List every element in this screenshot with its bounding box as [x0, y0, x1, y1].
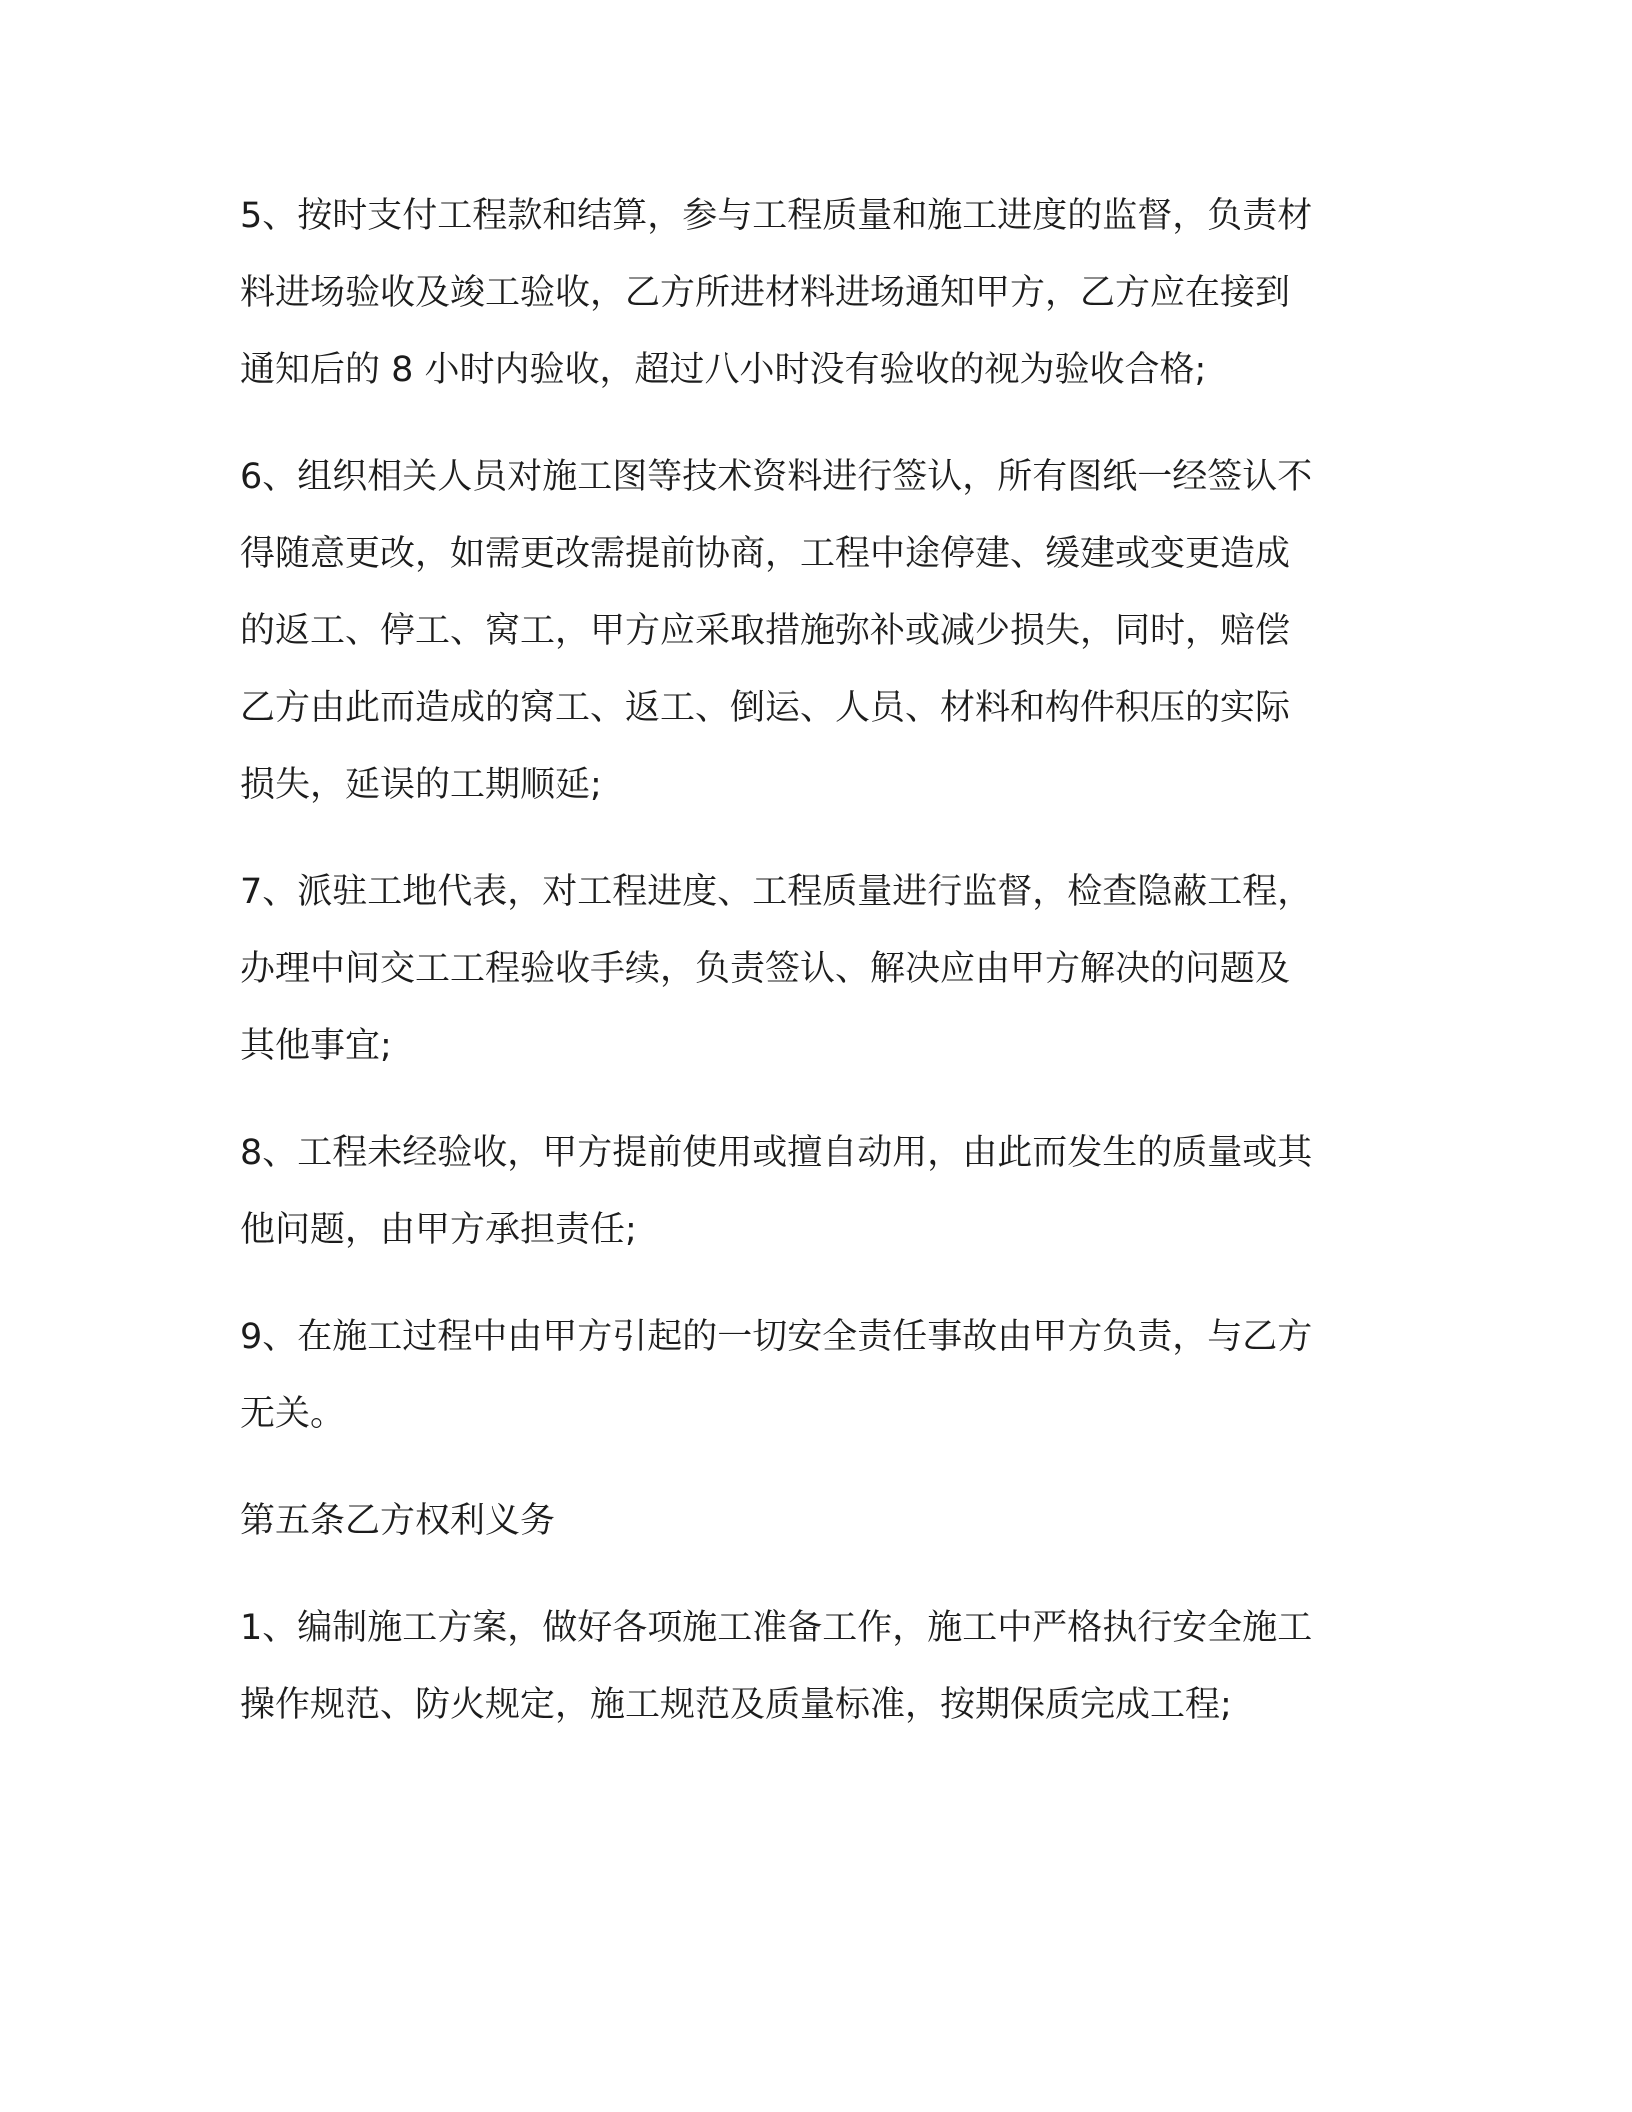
text-line: 的返工、停工、窝工，甲方应采取措施弥补或减少损失，同时，赔偿 — [240, 611, 1291, 651]
text-line: 6、组织相关人员对施工图等技术资料进行签认，所有图纸一经签认不 — [240, 457, 1313, 497]
text-line: 8、工程未经验收，甲方提前使用或擅自动用，由此而发生的质量或其 — [240, 1133, 1313, 1173]
text-line: 5、按时支付工程款和结算，参与工程质量和施工进度的监督，负责材 — [240, 196, 1313, 236]
clause-7 — [240, 854, 1380, 1085]
clause-8 — [240, 1115, 1380, 1269]
text-line: 其他事宜; — [240, 1026, 392, 1066]
section-heading: 第五条乙方权利义务 — [240, 1501, 556, 1541]
text-line: 乙方由此而造成的窝工、返工、倒运、人员、材料和构件积压的实际 — [240, 688, 1291, 728]
clause-5 — [240, 178, 1380, 409]
text-line: 料进场验收及竣工验收，乙方所进材料进场通知甲方，乙方应在接到 — [240, 273, 1291, 313]
text-line: 他问题，由甲方承担责任; — [240, 1210, 637, 1250]
document-body — [240, 178, 1380, 1744]
text-line: 1、编制施工方案，做好各项施工准备工作，施工中严格执行安全施工 — [240, 1608, 1313, 1648]
text-line: 通知后的 8 小时内验收，超过八小时没有验收的视为验收合格; — [240, 350, 1207, 390]
text-line: 办理中间交工工程验收手续，负责签认、解决应由甲方解决的问题及 — [240, 949, 1291, 989]
clause-9 — [240, 1299, 1380, 1453]
text-line: 无关。 — [240, 1394, 346, 1434]
clause-6 — [240, 439, 1380, 824]
section-clause-1 — [240, 1590, 1380, 1744]
text-line: 7、派驻工地代表，对工程进度、工程质量进行监督，检查隐蔽工程， — [240, 872, 1313, 912]
text-line: 损失，延误的工期顺延; — [240, 765, 602, 805]
text-line: 9、在施工过程中由甲方引起的一切安全责任事故由甲方负责，与乙方 — [240, 1317, 1313, 1357]
text-line: 得随意更改，如需更改需提前协商，工程中途停建、缓建或变更造成 — [240, 534, 1291, 574]
text-line: 操作规范、防火规定，施工规范及质量标准，按期保质完成工程; — [240, 1685, 1232, 1725]
